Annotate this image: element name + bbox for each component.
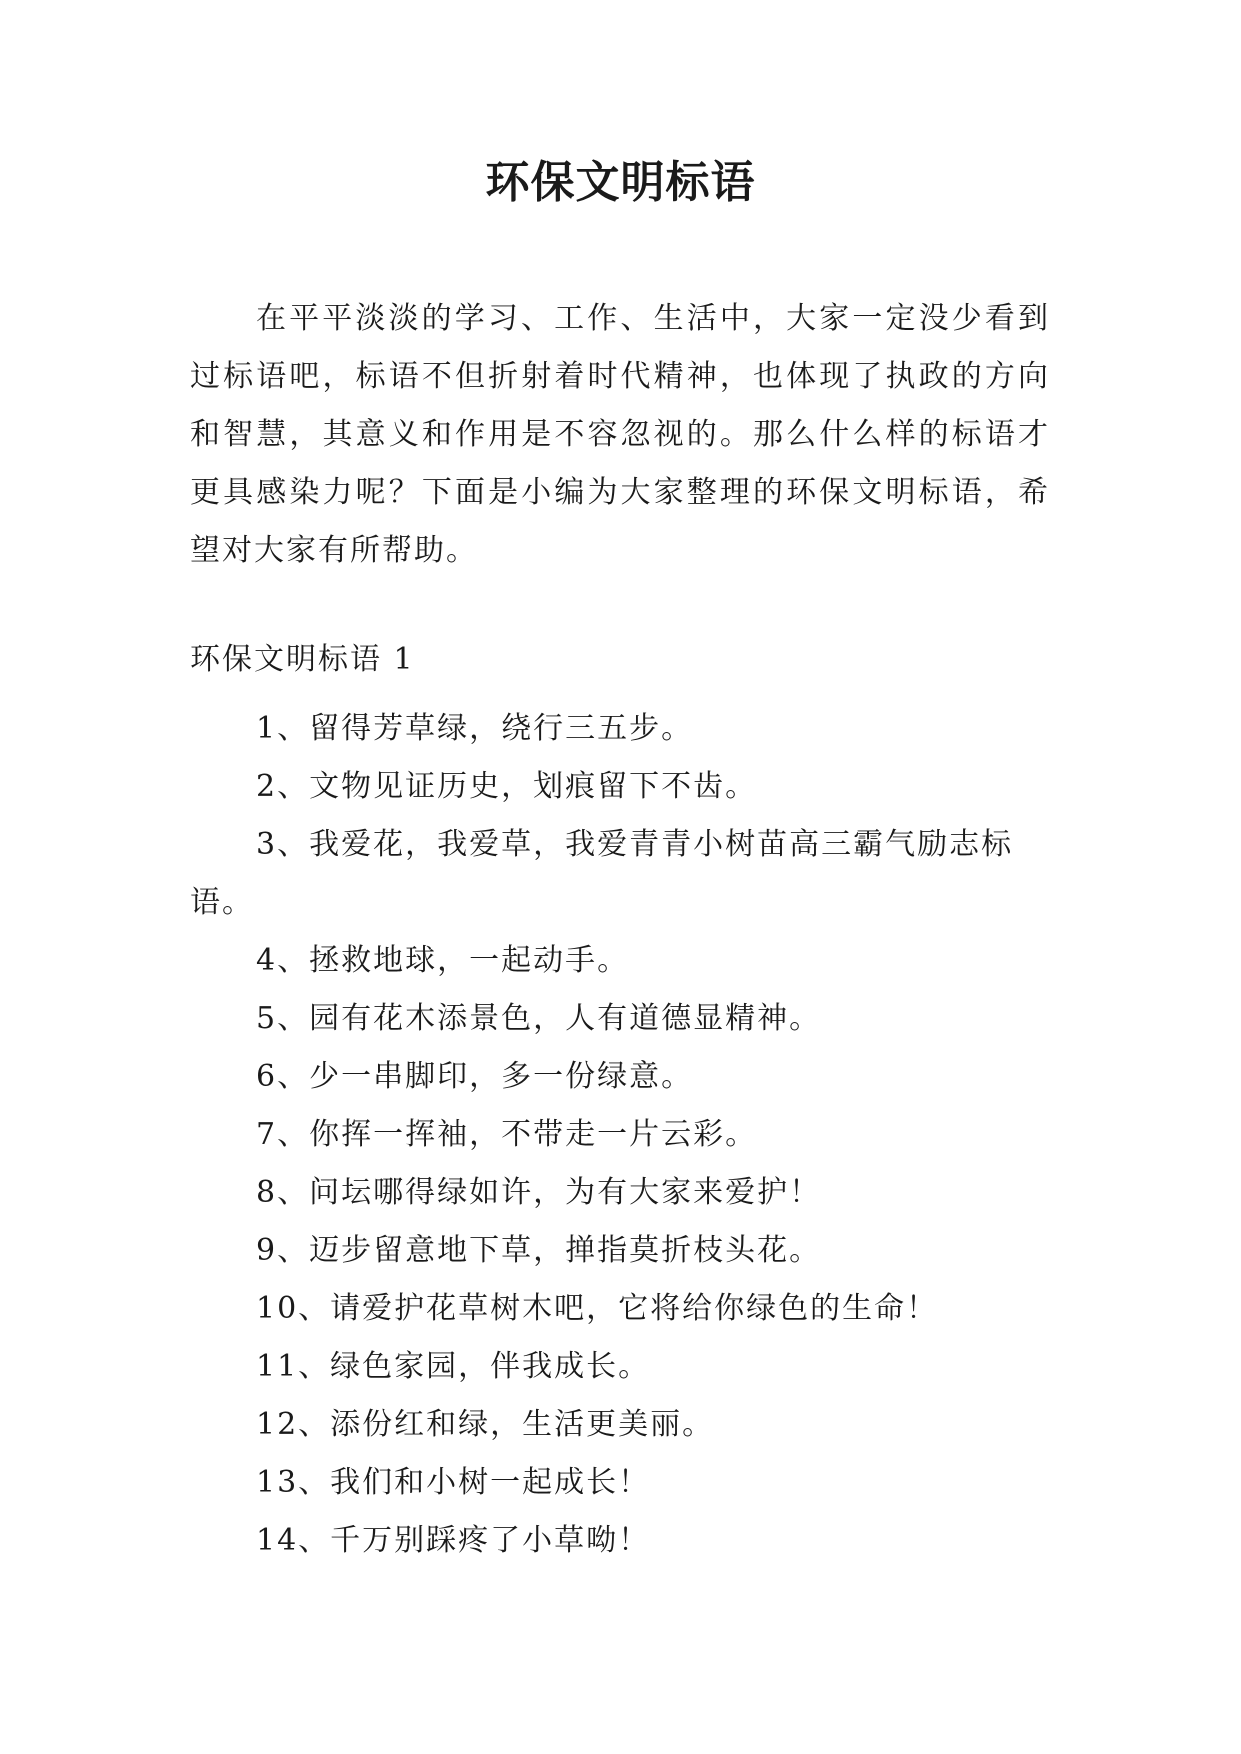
slogan-list — [190, 700, 1050, 1570]
document-title: 环保文明标语 — [485, 157, 756, 208]
slogan-item: 1、留得芳草绿，绕行三五步。 — [256, 711, 694, 746]
slogan-item: 12、添份红和绿，生活更美丽。 — [256, 1407, 715, 1442]
slogan-item: 6、少一串脚印，多一份绿意。 — [256, 1059, 694, 1094]
slogan-item: 10、请爱护花草树木吧，它将给你绿色的生命！ — [256, 1291, 939, 1326]
slogan-item: 2、文物见证历史，划痕留下不齿。 — [256, 769, 758, 804]
slogan-item: 11、绿色家园，伴我成长。 — [256, 1349, 651, 1384]
slogan-item: 8、问坛哪得绿如许，为有大家来爱护！ — [256, 1175, 822, 1210]
slogan-item: 5、园有花木添景色，人有道德显精神。 — [256, 1001, 822, 1036]
slogan-item: 9、迈步留意地下草，掸指莫折枝头花。 — [256, 1233, 822, 1268]
intro-paragraph: 在平平淡淡的学习、工作、生活中，大家一定没少看到过标语吧，标语不但折射着时代精神，也体现了执政的方向和智慧，其意义和作用是不容忽视的。那么什么样的标语才更具感染力呢？下面是小编为大家整理的环保文明标语，希望对大家有所帮助。 — [190, 301, 1050, 568]
slogan-item: 7、你挥一挥袖，不带走一片云彩。 — [256, 1117, 758, 1152]
slogan-item: 13、我们和小树一起成长！ — [256, 1465, 651, 1500]
slogan-item: 3、我爱花，我爱草，我爱青青小树苗高三霸气励志标语。 — [190, 827, 1014, 920]
slogan-item: 14、千万别踩疼了小草呦！ — [256, 1523, 651, 1558]
section-heading: 环保文明标语 1 — [190, 642, 415, 677]
slogan-item: 4、拯救地球，一起动手。 — [256, 943, 630, 978]
